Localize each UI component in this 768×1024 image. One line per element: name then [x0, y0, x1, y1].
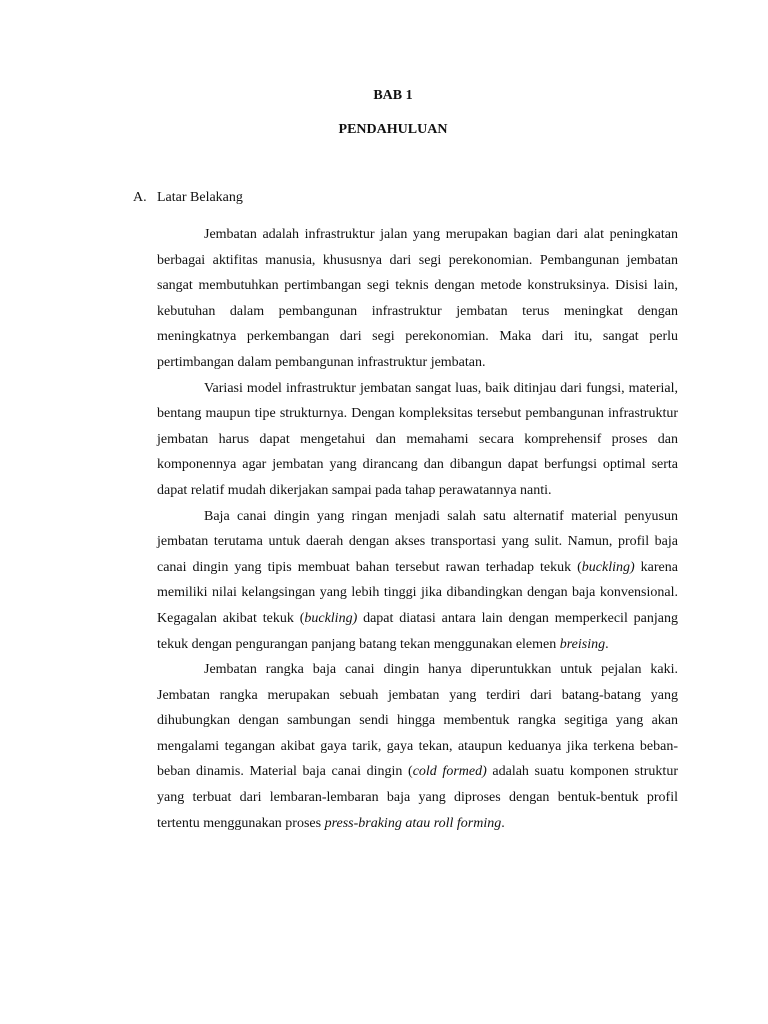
body-text: [157, 222, 678, 836]
paragraph-4-text-1: Jembatan rangka baja canai dingin hanya diperuntukkan untuk pejalan kaki. Jembatan rangka merupakan sebuah jembatan yang terdiri dari batang-batang yang dihubungkan dengan sambungan sendi hingga membentuk rangka segitiga yang akan mengalami tegangan akibat gaya tarik, gaya tekan, ataupun keduanya jika terkena beban-beban dinamis. Material baja canai dingin (: [157, 662, 678, 780]
paragraph-1: Jembatan adalah infrastruktur jalan yang merupakan bagian dari alat peningkatan berbagai aktifitas manusia, khususnya dari segi perekonomian. Pembangunan jembatan sangat membutuhkan pertimbangan segi teknis dengan metode konstruksinya. Disisi lain, kebutuhan dalam pembangunan infrastruktur jembatan terus meningkat dengan meningkatnya perkembangan dari segi perekonomian. Maka dari itu, sangat perlu pertimbangan dalam pembangunan infrastruktur jembatan.: [157, 227, 678, 370]
paragraph-3-italic-buckling-2: buckling): [304, 610, 358, 626]
paragraph-3-text-4: .: [605, 636, 609, 652]
section-title: Latar Belakang: [157, 190, 243, 205]
paragraph-3-text-1: Baja canai dingin yang ringan menjadi salah satu alternatif material penyusun jembatan terutama untuk daerah dengan akses transportasi yang sulit. Namun, profil baja canai dingin yang tipis membuat bahan tersebut rawan terhadap tekuk (: [157, 508, 678, 575]
paragraph-4-italic-press-braking: press-braking atau roll forming: [324, 815, 502, 831]
paragraph-4: [157, 657, 678, 836]
paragraph-2: Variasi model infrastruktur jembatan sangat luas, baik ditinjau dari fungsi, material, bentang maupun tipe strukturnya. Dengan kompleksitas tersebut pembangunan infrastruktur jembatan harus dapat mengetahui dan memahami secara komprehensif proses dan komponennya agar jembatan yang dirancang dan dibangun dapat berfungsi optimal serta dapat relatif mudah dikerjakan sampai pada tahap perawatannya nanti.: [157, 380, 678, 498]
paragraph-3: [157, 504, 678, 658]
paragraph-3-text-3: dapat diatasi antara lain dengan memperkecil panjang tekuk dengan pengurangan panjang batang tekan menggunakan elemen: [157, 610, 678, 652]
paragraph-4-text-3: .: [501, 815, 505, 831]
section-heading: [133, 188, 243, 208]
chapter-number: BAB 1: [373, 88, 413, 103]
paragraph-3-text-2: karena memiliki nilai kelangsingan yang lebih tinggi jika dibandingkan dengan baja konvensional. Kegagalan akibat tekuk (: [157, 559, 678, 626]
paragraph-3-italic-buckling-1: buckling): [581, 559, 635, 575]
paragraph-3-italic-breising: breising: [559, 636, 606, 652]
section-letter: A.: [133, 190, 147, 205]
chapter-title: PENDAHULUAN: [338, 122, 448, 137]
paragraph-4-text-2: adalah suatu komponen struktur yang terbuat dari lembaran-lembaran baja yang diproses dengan bentuk-bentuk profil tertentu menggunakan proses: [157, 764, 678, 831]
paragraph-4-italic-cold-formed: cold formed): [412, 764, 487, 780]
